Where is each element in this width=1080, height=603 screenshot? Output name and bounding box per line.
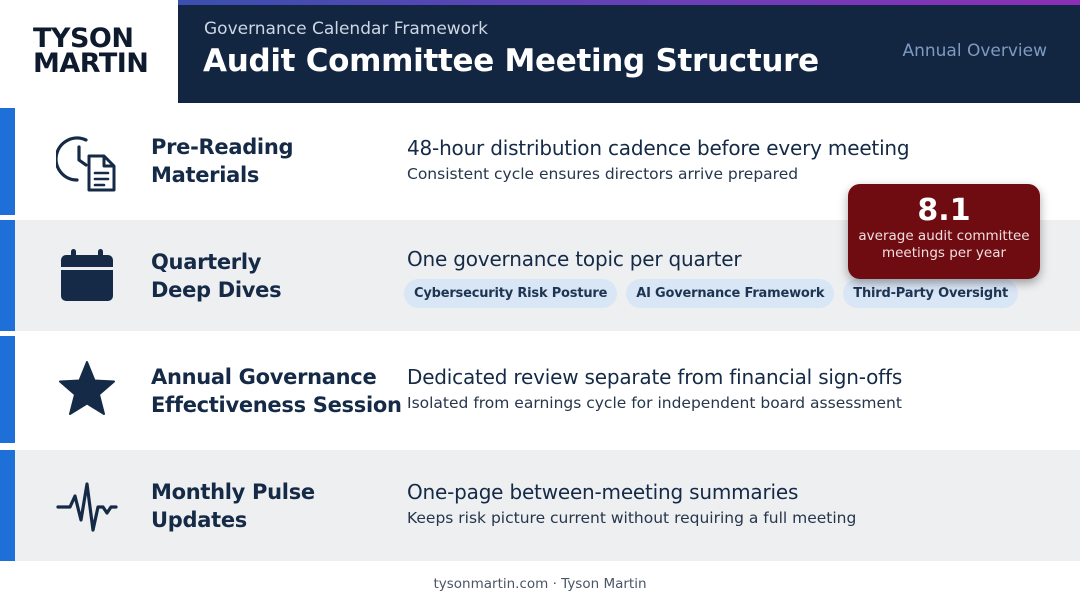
row-accent-bar xyxy=(0,336,15,443)
row-label-line-1: Pre-Reading xyxy=(151,135,294,159)
clock-document-icon xyxy=(56,132,118,194)
row-label-line-2: Deep Dives xyxy=(151,278,282,302)
footer-credit: tysonmartin.com · Tyson Martin xyxy=(433,576,647,592)
row-label-line-2: Materials xyxy=(151,163,260,187)
stat-label xyxy=(848,228,1040,262)
header-banner xyxy=(178,5,1080,103)
topic-tags xyxy=(404,279,1018,308)
row-label xyxy=(151,133,293,189)
row-headline: One governance topic per quarter xyxy=(407,247,742,271)
row-accent-bar xyxy=(0,450,15,561)
row-label-line-2: Updates xyxy=(151,508,247,532)
row-headline: One-page between-meeting summaries xyxy=(407,480,799,504)
stat-callout xyxy=(848,184,1040,279)
row-accent-bar xyxy=(0,108,15,215)
calendar-icon xyxy=(56,246,118,308)
stat-label-line-2: meetings per year xyxy=(881,245,1007,261)
row-label-line-2: Effectiveness Session xyxy=(151,393,402,417)
tag-cybersecurity: Cybersecurity Risk Posture xyxy=(404,279,617,308)
header-right-label: Annual Overview xyxy=(902,41,1047,61)
row-headline: Dedicated review separate from financial sign-offs xyxy=(407,365,903,389)
row-subtext: Isolated from earnings cycle for independent board assessment xyxy=(407,394,902,412)
pulse-icon xyxy=(56,476,118,538)
row-label xyxy=(151,478,315,534)
row-label-line-1: Annual Governance xyxy=(151,365,377,389)
row-annual-governance xyxy=(0,336,1080,443)
tag-ai-governance: AI Governance Framework xyxy=(626,279,834,308)
brand-logo xyxy=(33,23,149,79)
row-label-line-1: Quarterly xyxy=(151,250,262,274)
row-label xyxy=(151,248,281,304)
row-accent-bar xyxy=(0,220,15,331)
row-headline: 48-hour distribution cadence before every meeting xyxy=(407,136,910,160)
row-subtext: Keeps risk picture current without requiring a full meeting xyxy=(407,509,857,527)
logo-line-2: MARTIN xyxy=(33,48,149,79)
row-label xyxy=(151,363,402,419)
stat-label-line-1: average audit committee xyxy=(858,228,1030,244)
page-title: Audit Committee Meeting Structure xyxy=(203,43,819,79)
header-eyebrow: Governance Calendar Framework xyxy=(204,19,488,39)
row-subtext: Consistent cycle ensures directors arrive prepared xyxy=(407,165,799,183)
star-icon xyxy=(56,358,118,420)
logo-line-1: TYSON xyxy=(33,23,134,54)
row-monthly-pulse xyxy=(0,450,1080,561)
tag-third-party: Third-Party Oversight xyxy=(843,279,1018,308)
row-label-line-1: Monthly Pulse xyxy=(151,480,315,504)
stat-value: 8.1 xyxy=(917,193,971,228)
logo-block xyxy=(0,0,178,103)
